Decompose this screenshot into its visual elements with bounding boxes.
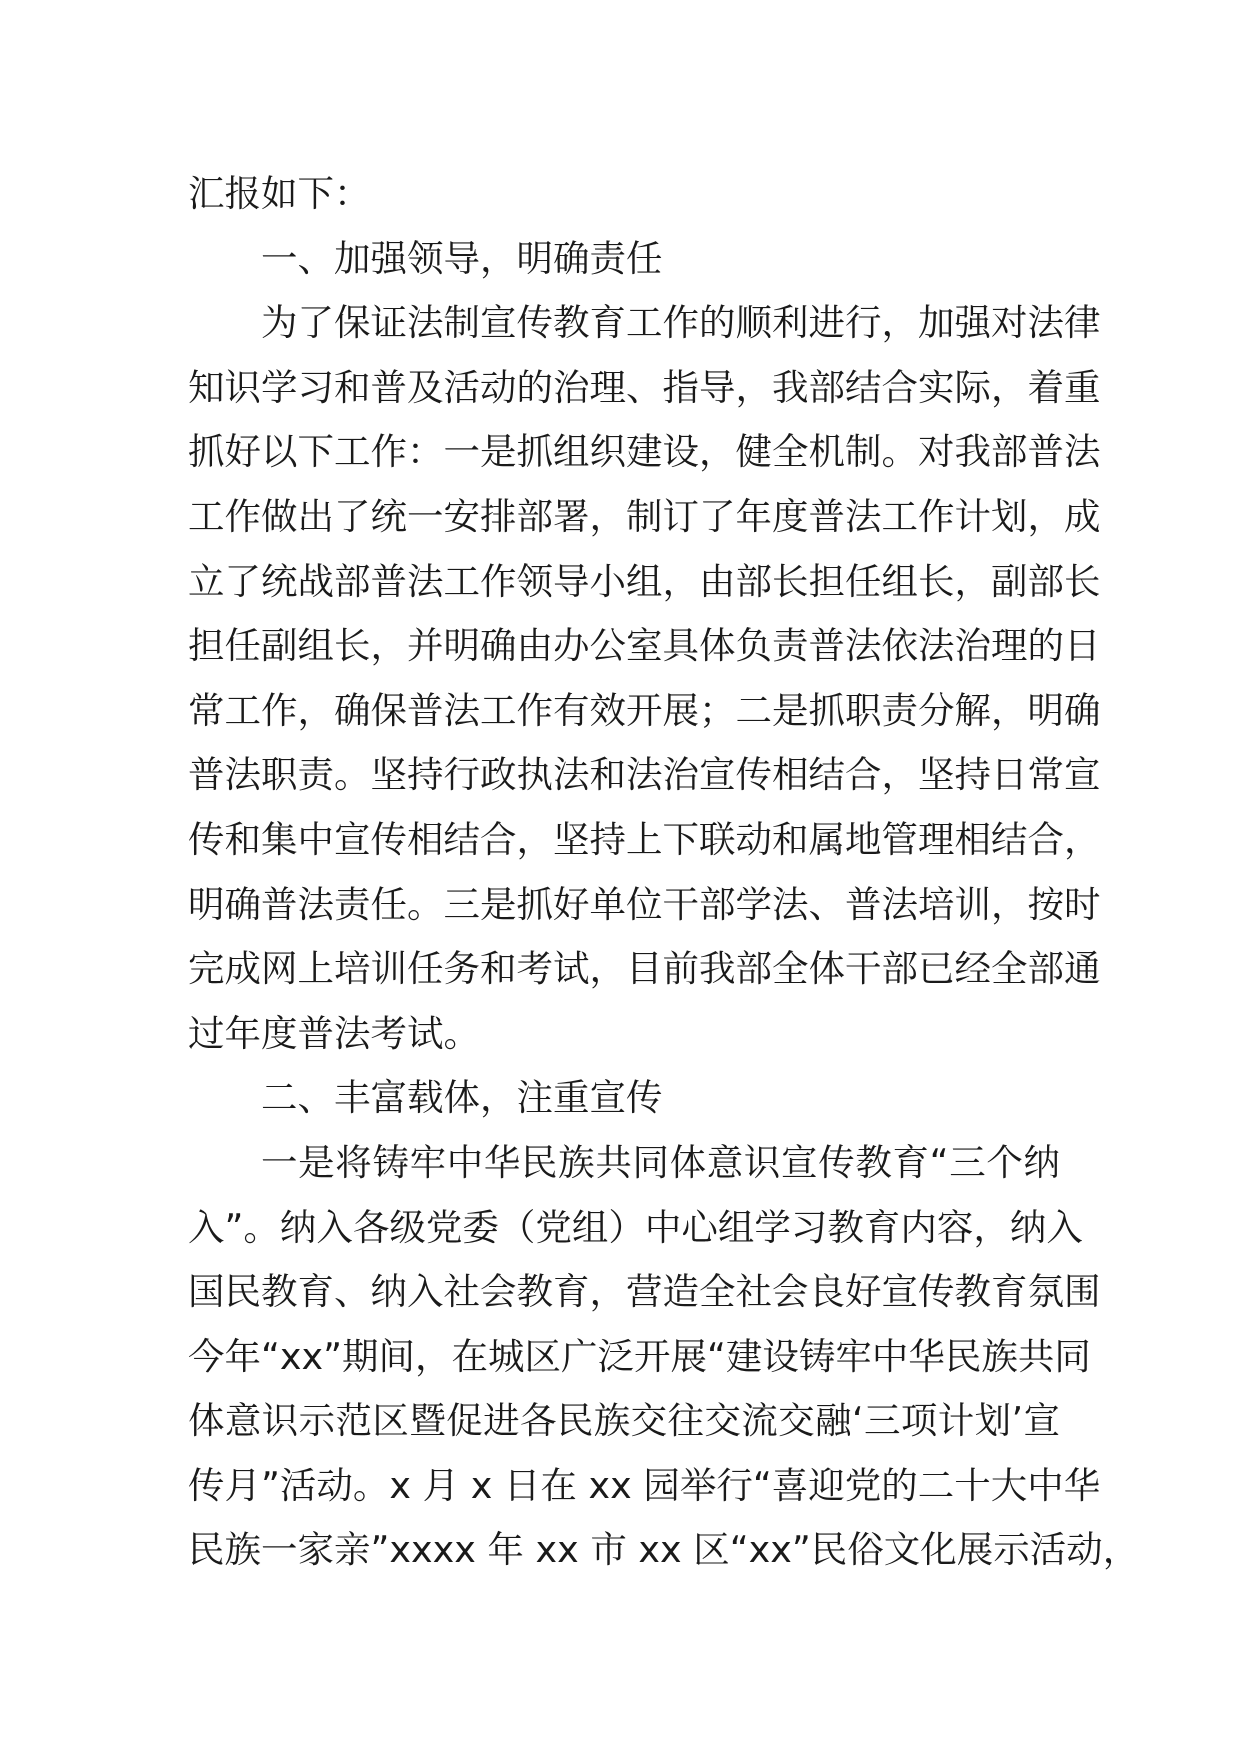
paragraph-line: 一是将铸牢中华民族共同体意识宣传教育“三个纳 bbox=[261, 1140, 1060, 1184]
paragraph-line: 传和集中宣传相结合，坚持上下联动和属地管理相结合， bbox=[188, 817, 1101, 861]
section-heading-2-text: 二、丰富载体，注重宣传 bbox=[261, 1076, 663, 1120]
paragraph-line: 今年“xx”期间，在城区广泛开展“建设铸牢中华民族共同 bbox=[188, 1334, 1091, 1378]
opening-text: 汇报如下： bbox=[188, 172, 371, 215]
paragraph-line: 体意识示范区暨促进各民族交往交流交融‘三项计划’宣 bbox=[188, 1399, 1060, 1443]
section-heading-1-text: 一、加强领导，明确责任 bbox=[261, 236, 663, 280]
paragraph-line: 为了保证法制宣传教育工作的顺利进行，加强对法律 bbox=[261, 301, 1101, 345]
paragraph-line: 过年度普法考试。 bbox=[188, 1011, 480, 1055]
paragraph-2 bbox=[188, 1131, 1140, 1583]
opening-line bbox=[188, 162, 1060, 227]
section-heading-2 bbox=[188, 1066, 1060, 1131]
paragraph-line: 入”。纳入各级党委（党组）中心组学习教育内容，纳入 bbox=[188, 1205, 1083, 1249]
paragraph-1 bbox=[188, 291, 1101, 1066]
paragraph-line: 传月”活动。x 月 x 日在 xx 园举行“喜迎党的二十大中华 bbox=[188, 1463, 1101, 1507]
document-body bbox=[188, 162, 1140, 1583]
section-heading-1 bbox=[188, 227, 1060, 292]
paragraph-line: 常工作，确保普法工作有效开展；二是抓职责分解，明确 bbox=[188, 688, 1101, 732]
paragraph-line: 普法职责。坚持行政执法和法治宣传相结合，坚持日常宣 bbox=[188, 753, 1101, 797]
paragraph-line: 工作做出了统一安排部署，制订了年度普法工作计划，成 bbox=[188, 494, 1101, 538]
paragraph-line: 民族一家亲”xxxx 年 xx 市 xx 区“xx”民俗文化展示活动， bbox=[188, 1528, 1140, 1572]
paragraph-line: 完成网上培训任务和考试，目前我部全体干部已经全部通 bbox=[188, 947, 1101, 991]
paragraph-line: 立了统战部普法工作领导小组，由部长担任组长，副部长 bbox=[188, 559, 1101, 603]
paragraph-line: 知识学习和普及活动的治理、指导，我部结合实际，着重 bbox=[188, 365, 1101, 409]
paragraph-line: 担任副组长，并明确由办公室具体负责普法依法治理的日 bbox=[188, 624, 1101, 668]
paragraph-line: 国民教育、纳入社会教育，营造全社会良好宣传教育氛围 bbox=[188, 1270, 1101, 1314]
paragraph-line: 抓好以下工作：一是抓组织建设，健全机制。对我部普法 bbox=[188, 430, 1101, 474]
paragraph-line: 明确普法责任。三是抓好单位干部学法、普法培训，按时 bbox=[188, 882, 1101, 926]
